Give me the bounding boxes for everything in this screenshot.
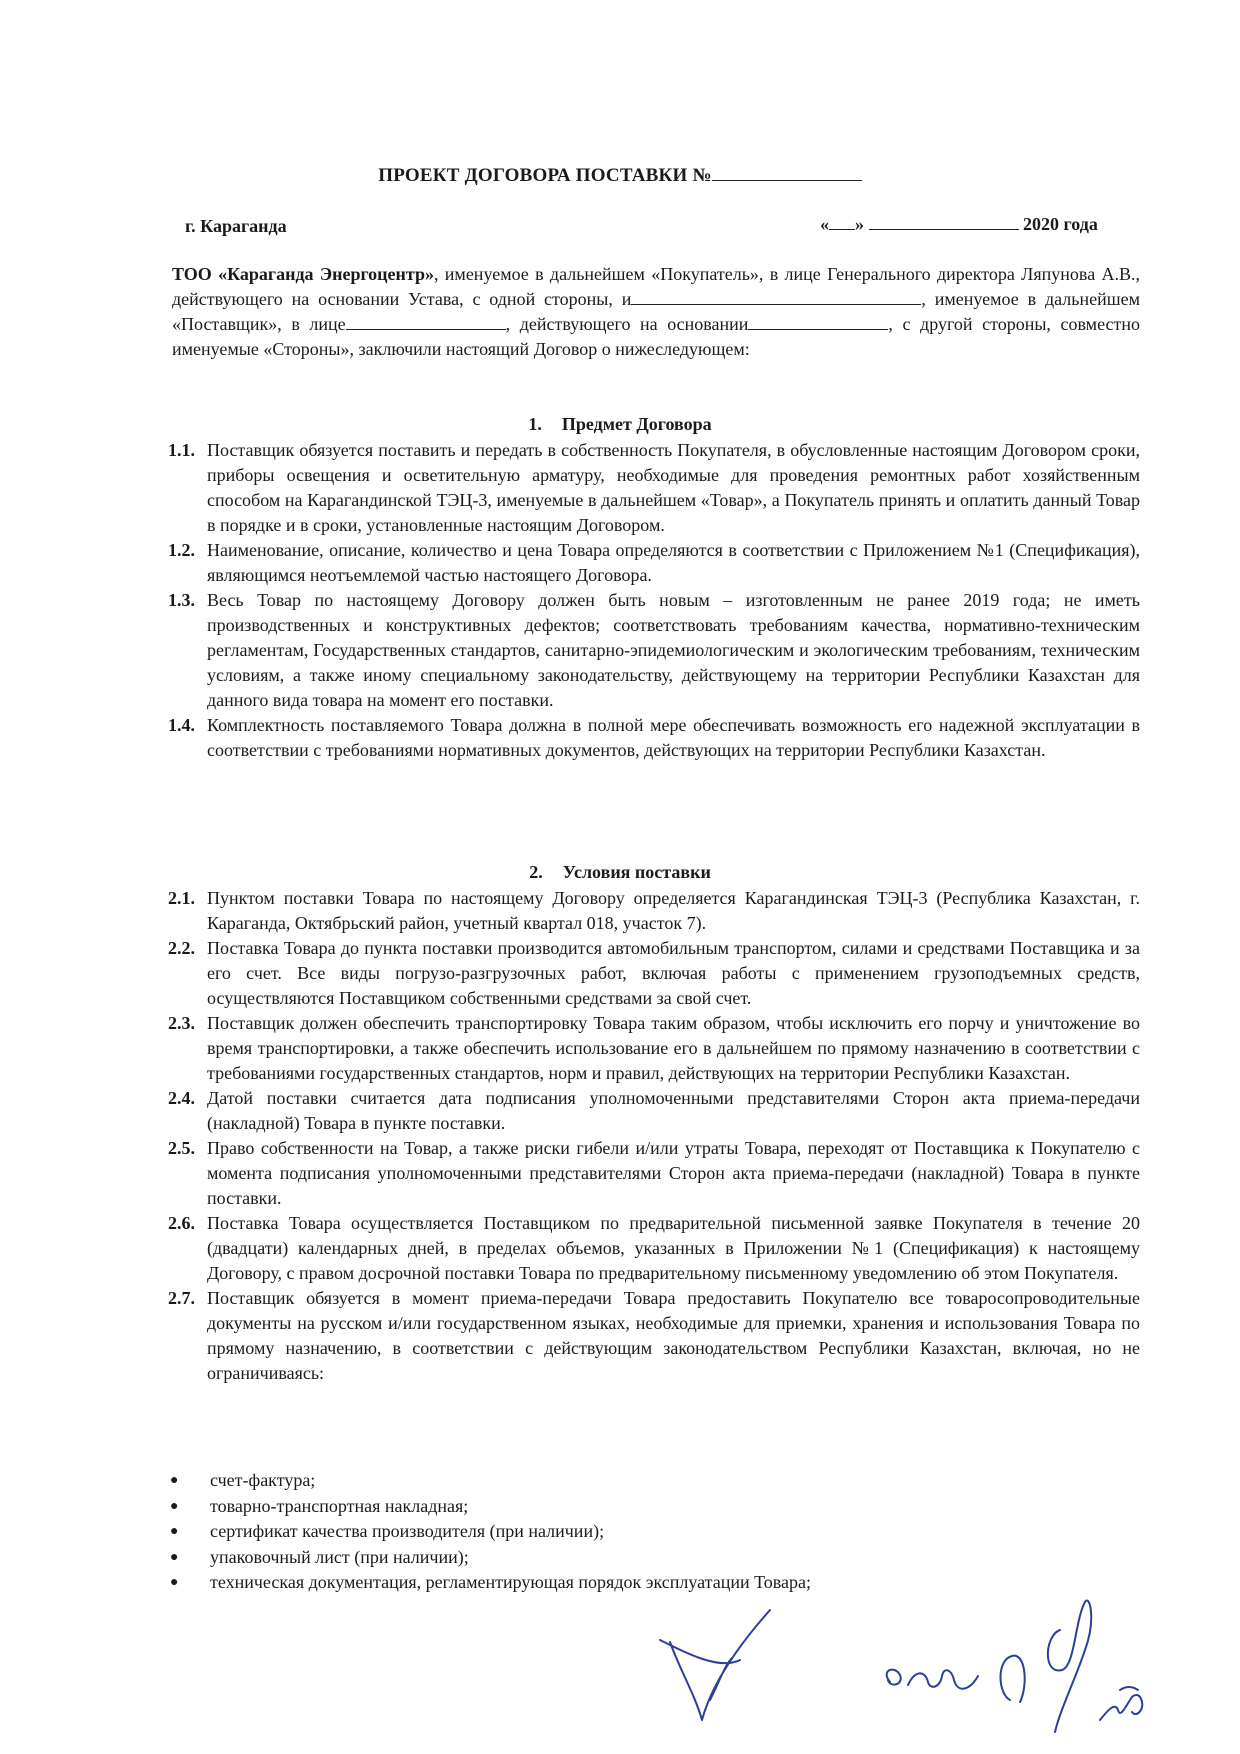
clause-text: Поставка Товара осуществляется Поставщиком по предварительной письменной заявке Покупателя в течение 20 (двадцати) календарных дней, в пределах объемов, указанных в Приложении №1 (Спецификация) к настоящему Договору, с правом досрочной поставки Товара по предварительному письменному уведомлению об этом Покупателя. bbox=[207, 1213, 1140, 1283]
clause-number: 2.1. bbox=[168, 888, 195, 908]
list-item bbox=[168, 1468, 1140, 1494]
clause-2-2 bbox=[168, 936, 1140, 1011]
clause-2-4 bbox=[168, 1086, 1140, 1136]
supplier-basis-blank bbox=[748, 315, 888, 330]
preamble-text-3: , действующего на основании bbox=[505, 314, 749, 334]
clause-1-4 bbox=[168, 713, 1140, 763]
clause-text: Право собственности на Товар, а также риски гибели и/или утраты Товара, переходят от Поставщика к Покупателю с момента подписания уполномоченными представителями Сторон акта приема-передачи (накладной) Товара в пункте поставки. bbox=[207, 1138, 1140, 1208]
clause-number: 2.7. bbox=[168, 1288, 195, 1308]
signature-left bbox=[650, 1600, 790, 1730]
clause-number: 2.3. bbox=[168, 1013, 195, 1033]
clause-number: 2.5. bbox=[168, 1138, 195, 1158]
clause-2-6 bbox=[168, 1211, 1140, 1286]
clause-number: 2.2. bbox=[168, 938, 195, 958]
bullet-icon: ● bbox=[170, 1524, 179, 1539]
contract-date bbox=[820, 214, 1098, 235]
clause-text: Пунктом поставки Товара по настоящему Договору определяется Карагандинская ТЭЦ-3 (Республика Казахстан, г. Караганда, Октябрьский район, учетный квартал 018, участок 7). bbox=[207, 888, 1140, 933]
list-item-text: товарно-транспортная накладная; bbox=[210, 1495, 469, 1516]
clause-2-1 bbox=[168, 886, 1140, 936]
clause-1-1 bbox=[168, 438, 1140, 538]
preamble-text-2: , именуемое в дальнейшем «Поставщик», в лице bbox=[172, 289, 1140, 334]
list-item bbox=[168, 1494, 1140, 1520]
document-list bbox=[168, 1468, 1140, 1596]
list-item-text: счет-фактура; bbox=[210, 1470, 316, 1490]
title-text: ПРОЕКТ ДОГОВОРА ПОСТАВКИ № bbox=[378, 165, 712, 186]
contract-number-blank bbox=[712, 164, 862, 181]
clause-number: 1.3. bbox=[168, 590, 195, 610]
clause-text: Поставщик должен обеспечить транспортировку Товара таким образом, чтобы исключить его порчу и уничтожение во время транспортировки, а также обеспечить использование его в дальнейшем по прямому назначению в соответствии с требованиями государственных стандартов, норм и правил, действующих на территории Республики Казахстан. bbox=[207, 1013, 1140, 1083]
bullet-icon: ● bbox=[170, 1473, 179, 1488]
clause-2-3 bbox=[168, 1011, 1140, 1086]
section-title-text: Предмет Договора bbox=[561, 414, 712, 434]
clause-text: Поставка Товара до пункта поставки производится автомобильным транспортом, силами и средствами Поставщика и за его счет. Все виды погрузо-разгрузочных работ, включая работы с применением грузоподъемных средств, осуществляются Поставщиком собственными средствами за свой счет. bbox=[207, 938, 1140, 1008]
clause-text: Поставщик обязуется в момент приема-передачи Товара предоставить Покупателю все товаросопроводительные документы на русском и/или государственном языках, необходимые для приемки, хранения и использования Товара по прямому назначению, в соответствии с действующим законодательством Республики Казахстан, включая, но не ограничиваясь: bbox=[207, 1288, 1140, 1383]
signature-right bbox=[870, 1590, 1160, 1740]
list-item bbox=[168, 1545, 1140, 1571]
preamble-text-4: , с другой стороны, совместно именуемые «Стороны», заключили настоящий Договор о нижеследующем: bbox=[172, 314, 1140, 359]
bullet-icon: ● bbox=[170, 1549, 179, 1565]
list-item-text: техническая документация, регламентирующая порядок эксплуатации Товара; bbox=[210, 1572, 812, 1592]
section-1-title bbox=[0, 414, 1240, 435]
document-title bbox=[0, 164, 1240, 187]
section-2-clauses bbox=[168, 886, 1140, 1386]
clause-text: Комплектность поставляемого Товара должна в полной мере обеспечивать возможность его надежной эксплуатации в соответствии с требованиями нормативных документов, действующих на территории Республики Казахстан. bbox=[207, 715, 1140, 760]
clause-text: Наименование, описание, количество и цена Товара определяются в соответствии с Приложением №1 (Спецификация), являющимся неотъемлемой частью настоящего Договора. bbox=[207, 540, 1140, 585]
clause-2-5 bbox=[168, 1136, 1140, 1211]
section-1-clauses bbox=[168, 438, 1140, 763]
clause-2-7 bbox=[168, 1286, 1140, 1386]
clause-number: 2.4. bbox=[168, 1088, 195, 1108]
list-item bbox=[168, 1519, 1140, 1545]
clause-number: 1.2. bbox=[168, 540, 195, 560]
bullet-icon: ● bbox=[170, 1498, 179, 1514]
list-item-text: сертификат качества производителя (при наличии); bbox=[210, 1521, 605, 1541]
section-number: 1. bbox=[528, 414, 542, 434]
day-blank bbox=[829, 215, 855, 230]
bullet-icon: ● bbox=[170, 1575, 179, 1590]
date-close-quote: » bbox=[855, 214, 864, 234]
supplier-representative-blank bbox=[346, 315, 506, 330]
clause-1-3 bbox=[168, 588, 1140, 713]
clause-text: Поставщик обязуется поставить и передать в собственность Покупателя, в обусловленные настоящим Договором сроки, приборы освещения и осветительную арматуру, необходимые для проведения ремонтных работ хозяйственным способом на Карагандинской ТЭЦ-3, именуемые в дальнейшем «Товар», а Покупатель принять и оплатить данный Товар в порядке и в сроки, установленные настоящим Договором. bbox=[207, 440, 1140, 535]
date-open-quote: « bbox=[820, 214, 829, 234]
preamble bbox=[172, 262, 1140, 362]
list-item-text: упаковочный лист (при наличии); bbox=[210, 1546, 469, 1567]
clause-1-2 bbox=[168, 538, 1140, 588]
clause-number: 2.6. bbox=[168, 1213, 195, 1233]
section-title-text: Условия поставки bbox=[562, 862, 711, 882]
buyer-company: ТОО «Караганда Энергоцентр» bbox=[172, 264, 434, 284]
city: г. Караганда bbox=[185, 216, 287, 236]
month-blank bbox=[869, 215, 1019, 230]
clause-number: 1.1. bbox=[168, 440, 195, 460]
clause-text: Датой поставки считается дата подписания уполномоченными представителями Сторон акта приема-передачи (накладной) Товара в пункте поставки. bbox=[207, 1088, 1140, 1133]
section-number: 2. bbox=[529, 862, 543, 882]
clause-number: 1.4. bbox=[168, 715, 195, 735]
preamble-text-1: , именуемое в дальнейшем «Покупатель», в лице Генерального директора Ляпунова А.В., действующего на основании Устава, с одной стороны, и bbox=[172, 264, 1140, 309]
clause-text: Весь Товар по настоящему Договору должен быть новым – изготовленным не ранее 2019 года; не иметь производственных и конструктивных дефектов; соответствовать требованиям качества, нормативно-техническим регламентам, Государственных стандартов, санитарно-эпидемиологическим и экологическим требованиям, техническим условиям, а также иному специальному законодательству, действующему на территории Республики Казахстан для данного вида товара на момент его поставки. bbox=[207, 590, 1140, 710]
date-year: 2020 года bbox=[1023, 214, 1098, 234]
supplier-name-blank bbox=[631, 290, 921, 305]
section-2-title bbox=[0, 862, 1240, 883]
